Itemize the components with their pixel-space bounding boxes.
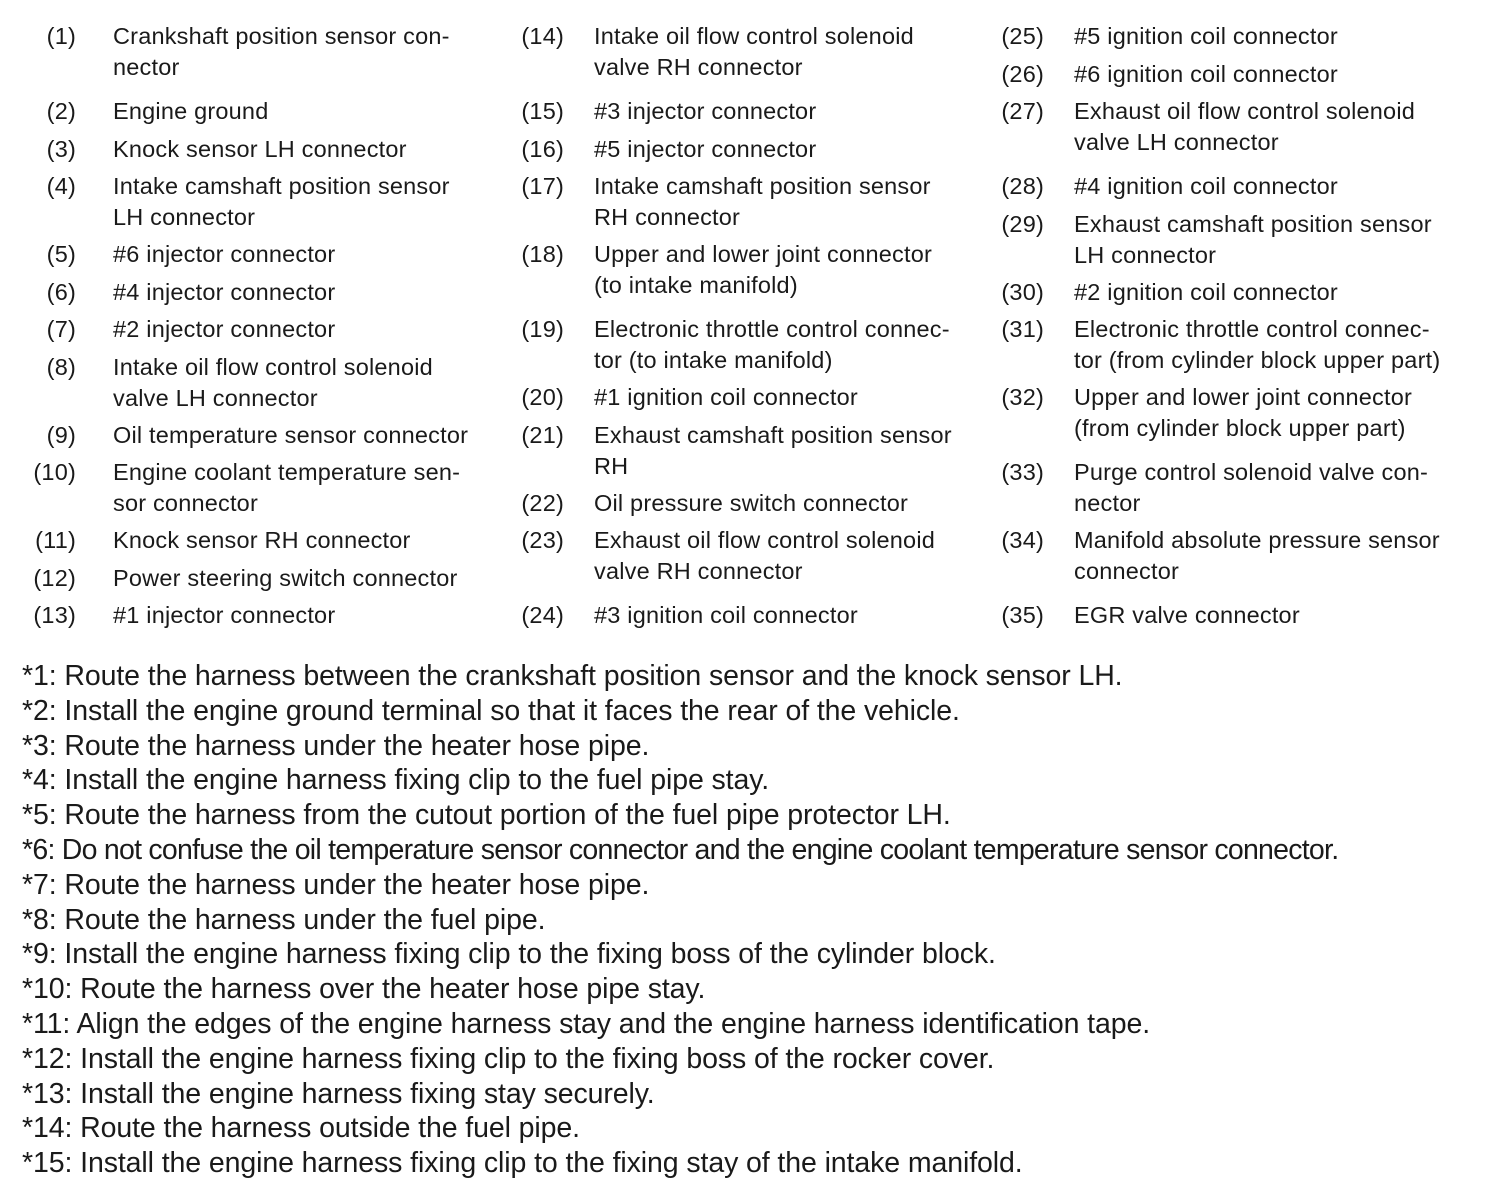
note-item: *8: Route the harness under the fuel pipe.	[22, 903, 546, 936]
legend-item-label: Upper and lower joint connector (to intake manifold)	[594, 241, 932, 298]
legend-item-label: Exhaust oil flow control solenoid valve RH connector	[594, 527, 936, 584]
legend-item-number: (1)	[46, 23, 76, 49]
legend-item-label: Electronic throttle control connec- tor (from cylinder block upper part)	[1074, 316, 1441, 373]
legend-item-label: Engine ground	[113, 98, 269, 124]
legend-item-label: #5 ignition coil connector	[1074, 23, 1338, 49]
legend-item-number: (4)	[46, 173, 76, 199]
legend-item-label: #1 ignition coil connector	[594, 384, 858, 410]
legend-item-label: Electronic throttle control connec- tor (to intake manifold)	[594, 316, 950, 373]
note-item: *4: Install the engine harness fixing clip to the fuel pipe stay.	[22, 764, 770, 797]
legend-item-number: (30)	[1001, 279, 1044, 305]
legend-item-number: (20)	[521, 384, 564, 410]
legend-item-number: (14)	[521, 23, 564, 49]
legend-item-label: Intake oil flow control solenoid valve RH connector	[594, 23, 914, 80]
legend-item-number: (2)	[46, 98, 76, 124]
legend-item-number: (13)	[33, 602, 76, 628]
legend-item-number: (26)	[1001, 61, 1044, 87]
note-item: *7: Route the harness under the heater hose pipe.	[22, 868, 650, 901]
legend-item-number: (32)	[1001, 384, 1044, 410]
legend-item-number: (17)	[521, 173, 564, 199]
legend-item-label: Intake camshaft position sensor RH connector	[594, 173, 931, 230]
installation-notes	[22, 659, 1502, 1181]
note-item: *5: Route the harness from the cutout portion of the fuel pipe protector LH.	[22, 799, 951, 832]
legend-item-label: #3 injector connector	[594, 98, 817, 124]
legend-item-number: (3)	[46, 136, 76, 162]
legend-item-label: Knock sensor LH connector	[113, 136, 407, 162]
legend-item-label: Knock sensor RH connector	[113, 527, 411, 553]
legend-item-number: (24)	[521, 602, 564, 628]
legend-item-number: (19)	[521, 316, 564, 342]
note-item: *2: Install the engine ground terminal so that it faces the rear of the vehicle.	[22, 694, 960, 727]
legend-item-number: (31)	[1001, 316, 1044, 342]
legend-item-number: (16)	[521, 136, 564, 162]
legend-item-label: Exhaust camshaft position sensor LH connector	[1074, 211, 1432, 268]
legend-item-label: Oil pressure switch connector	[594, 490, 909, 516]
legend-item-label: Purge control solenoid valve con- nector	[1074, 459, 1429, 516]
note-item: *9: Install the engine harness fixing clip to the fixing boss of the cylinder block.	[22, 938, 996, 971]
legend-item-number: (33)	[1001, 459, 1044, 485]
legend-item-number: (15)	[521, 98, 564, 124]
legend-item-label: #6 ignition coil connector	[1074, 61, 1338, 87]
legend-item-label: Exhaust camshaft position sensor RH	[594, 422, 952, 479]
legend-item-label: Crankshaft position sensor con- nector	[113, 23, 450, 80]
legend-item-label: Exhaust oil flow control solenoid valve LH connector	[1074, 98, 1416, 155]
legend-item-label: Intake oil flow control solenoid valve LH connector	[113, 354, 433, 411]
legend-item-label: #5 injector connector	[594, 136, 817, 162]
note-item: *10: Route the harness over the heater hose pipe stay.	[22, 973, 706, 1006]
legend-item-number: (18)	[521, 241, 564, 267]
legend-item-label: #1 injector connector	[113, 602, 336, 628]
legend-item-number: (35)	[1001, 602, 1044, 628]
legend-item-label: Manifold absolute pressure sensor connector	[1074, 527, 1440, 584]
legend-item-number: (8)	[46, 354, 76, 380]
legend-item-number: (27)	[1001, 98, 1044, 124]
legend-item-number: (21)	[521, 422, 564, 448]
note-item: *14: Route the harness outside the fuel pipe.	[22, 1112, 580, 1145]
legend-item-number: (12)	[33, 565, 76, 591]
note-item: *1: Route the harness between the crankshaft position sensor and the knock sensor LH.	[22, 660, 1123, 692]
legend-item-number: (22)	[521, 490, 564, 516]
legend-item-label: #2 injector connector	[113, 316, 336, 342]
legend-item-number: (28)	[1001, 173, 1044, 199]
note-item: *6: Do not confuse the oil temperature sensor connector and the engine coolant temperature sensor connector.	[22, 833, 1339, 866]
legend-item-number: (9)	[46, 422, 76, 448]
legend-item-label: Oil temperature sensor connector	[113, 422, 469, 448]
legend-item-label: Upper and lower joint connector (from cylinder block upper part)	[1074, 384, 1412, 441]
legend-item-number: (11)	[35, 527, 76, 553]
legend-item-label: EGR valve connector	[1074, 602, 1300, 628]
legend-item-label: Engine coolant temperature sen- sor connector	[113, 459, 461, 516]
legend-item-label: #6 injector connector	[113, 241, 336, 267]
legend-item-number: (29)	[1001, 211, 1044, 237]
note-item: *13: Install the engine harness fixing stay securely.	[22, 1077, 655, 1110]
note-item: *12: Install the engine harness fixing clip to the fixing boss of the rocker cover.	[22, 1042, 995, 1075]
legend-item-number: (25)	[1001, 23, 1044, 49]
legend-item-label: #4 ignition coil connector	[1074, 173, 1338, 199]
legend-item-label: #4 injector connector	[113, 279, 336, 305]
legend-item-number: (5)	[46, 241, 76, 267]
note-item: *11: Align the edges of the engine harness stay and the engine harness identification tape.	[22, 1007, 1151, 1040]
legend-item-number: (6)	[46, 279, 76, 305]
legend-item-label: #3 ignition coil connector	[594, 602, 858, 628]
legend-item-number: (7)	[46, 316, 76, 342]
legend-item-number: (23)	[521, 527, 564, 553]
note-item: *3: Route the harness under the heater hose pipe.	[22, 729, 650, 762]
legend-item-number: (10)	[33, 459, 76, 485]
legend-item-label: Intake camshaft position sensor LH connector	[113, 173, 450, 230]
legend-item-label: #2 ignition coil connector	[1074, 279, 1338, 305]
legend-item-number: (34)	[1001, 527, 1044, 553]
legend-item-label: Power steering switch connector	[113, 565, 458, 591]
note-item: *15: Install the engine harness fixing clip to the fixing stay of the intake manifold.	[22, 1147, 1023, 1180]
